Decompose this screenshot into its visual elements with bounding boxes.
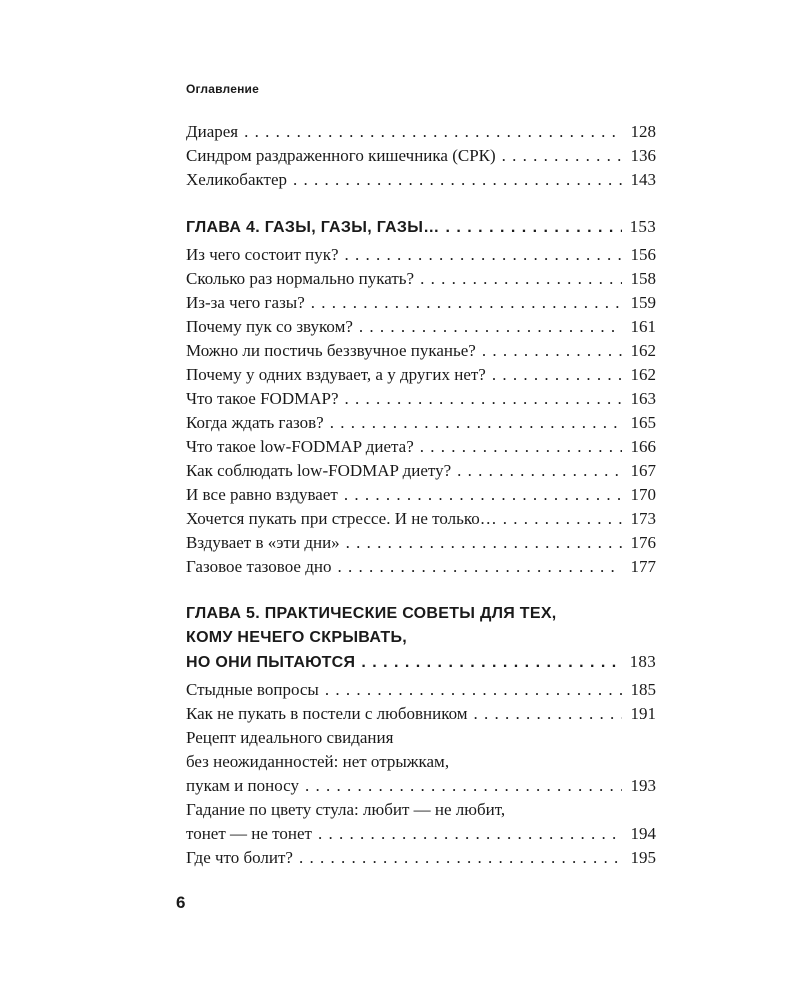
toc-entry-title-line-2: тонет — не тонет [186, 824, 312, 843]
toc-entry-page: 162 [630, 365, 656, 384]
toc-entry [186, 120, 656, 144]
dot-leader [502, 144, 622, 168]
toc-entry-page: 173 [630, 509, 656, 528]
dot-leader [359, 315, 622, 339]
table-of-contents [186, 120, 656, 870]
dot-leader [299, 846, 622, 870]
toc-entry-page: 166 [630, 437, 656, 456]
dot-leader [361, 651, 622, 675]
toc-entry-title: И все равно вздувает [186, 485, 338, 504]
toc-entry-page: 176 [630, 533, 656, 552]
toc-entry [186, 822, 656, 846]
toc-entry-title: Почему пук со звуком? [186, 317, 353, 336]
toc-entry [186, 702, 656, 726]
toc-entry-title: Что такое FODMAP? [186, 389, 339, 408]
toc-entry-title: Из чего состоит пук? [186, 245, 339, 264]
dot-leader [293, 168, 622, 192]
toc-entry [186, 291, 656, 315]
toc-entry [186, 315, 656, 339]
running-head: Оглавление [186, 82, 259, 96]
dot-leader [318, 822, 622, 846]
toc-entry-title: Как соблюдать low-FODMAP диету? [186, 461, 452, 480]
toc-entry-title: Что такое low-FODMAP диета? [186, 437, 414, 456]
toc-entry-page: 177 [630, 557, 656, 576]
chapter-4-heading [186, 215, 656, 239]
toc-entry-title-line-1: Рецепт идеального свидания [186, 728, 394, 747]
toc-entry-page: 191 [630, 704, 656, 723]
toc-entry-page: 195 [630, 848, 656, 867]
toc-entry [186, 774, 656, 798]
chapter-title: НО ОНИ ПЫТАЮТСЯ [186, 654, 356, 671]
dot-leader [457, 459, 622, 483]
toc-entry-title: Сколько раз нормально пукать? [186, 269, 415, 288]
page-number: 6 [176, 893, 186, 912]
dot-leader [330, 411, 622, 435]
chapter-title: ГЛАВА 4. ГАЗЫ, ГАЗЫ, ГАЗЫ… [186, 219, 440, 236]
toc-entry-title: Почему у одних вздувает, а у других нет? [186, 365, 486, 384]
toc-entry-title-line-2: без неожиданностей: нет отрыжкам, [186, 752, 450, 771]
toc-entry-page: 161 [630, 317, 656, 336]
toc-entry [186, 387, 656, 411]
toc-entry [186, 267, 656, 291]
toc-entry-page: 162 [630, 341, 656, 360]
toc-entry-title: Синдром раздраженного кишечника (СРК) [186, 146, 496, 165]
dot-leader [420, 267, 622, 291]
toc-entry [186, 435, 656, 459]
dot-leader [337, 555, 622, 579]
dot-leader [492, 363, 622, 387]
toc-entry [186, 555, 656, 579]
toc-entry-title: Как не пукать в постели с любовником [186, 704, 468, 723]
dot-leader [503, 507, 622, 531]
toc-entry-title: Стыдные вопросы [186, 680, 319, 699]
toc-entry-page: 170 [630, 485, 656, 504]
chapter-5-heading-line-2: КОМУ НЕЧЕГО СКРЫВАТЬ, [186, 629, 408, 646]
toc-entry [186, 507, 656, 531]
toc-entry-page: 159 [630, 293, 656, 312]
toc-entry-page: 158 [630, 269, 656, 288]
toc-entry-title: Когда ждать газов? [186, 413, 324, 432]
toc-entry-title: Из-за чего газы? [186, 293, 305, 312]
chapter-page: 183 [629, 652, 656, 671]
toc-entry [186, 339, 656, 363]
dot-leader [311, 291, 622, 315]
toc-entry [186, 144, 656, 168]
toc-entry-title: Газовое тазовое дно [186, 557, 332, 576]
toc-entry-title: Диарея [186, 122, 239, 141]
toc-entry-page: 185 [630, 680, 656, 699]
toc-entry-page: 128 [630, 122, 656, 141]
toc-entry-title: Вздувает в «эти дни» [186, 533, 340, 552]
dot-leader [474, 702, 622, 726]
toc-entry [186, 168, 656, 192]
toc-entry [186, 243, 656, 267]
toc-entry-title: Можно ли постичь беззвучное пуканье? [186, 341, 476, 360]
toc-entry-title: Хочется пукать при стрессе. И не только… [186, 509, 497, 528]
dot-leader [420, 435, 622, 459]
dot-leader [244, 120, 622, 144]
dot-leader [482, 339, 622, 363]
toc-entry [186, 846, 656, 870]
chapter-page: 153 [629, 217, 656, 236]
toc-entry-page: 143 [630, 170, 656, 189]
toc-entry-title-line-3: пукам и поносу [186, 776, 299, 795]
toc-entry-title-line-1: Гадание по цвету стула: любит — не любит, [186, 800, 506, 819]
dot-leader [305, 774, 622, 798]
toc-entry [186, 363, 656, 387]
toc-entry [186, 483, 656, 507]
toc-entry-title: Где что болит? [186, 848, 293, 867]
toc-entry-page: 165 [630, 413, 656, 432]
toc-entry [186, 459, 656, 483]
toc-entry-page: 194 [630, 824, 656, 843]
toc-entry-title: Хеликобактер [186, 170, 288, 189]
dot-leader [325, 678, 622, 702]
toc-entry [186, 411, 656, 435]
dot-leader [346, 531, 622, 555]
toc-entry-page: 136 [630, 146, 656, 165]
toc-entry [186, 531, 656, 555]
dot-leader [344, 483, 622, 507]
dot-leader [446, 216, 623, 240]
toc-entry [186, 678, 656, 702]
dot-leader [345, 387, 623, 411]
toc-entry-page: 163 [630, 389, 656, 408]
toc-entry-page: 167 [630, 461, 656, 480]
chapter-5-heading-line-3 [186, 650, 656, 674]
chapter-5-heading-line-1: ГЛАВА 5. ПРАКТИЧЕСКИЕ СОВЕТЫ ДЛЯ ТЕХ, [186, 605, 557, 622]
dot-leader [345, 243, 622, 267]
toc-entry-page: 193 [630, 776, 656, 795]
toc-entry-page: 156 [630, 245, 656, 264]
